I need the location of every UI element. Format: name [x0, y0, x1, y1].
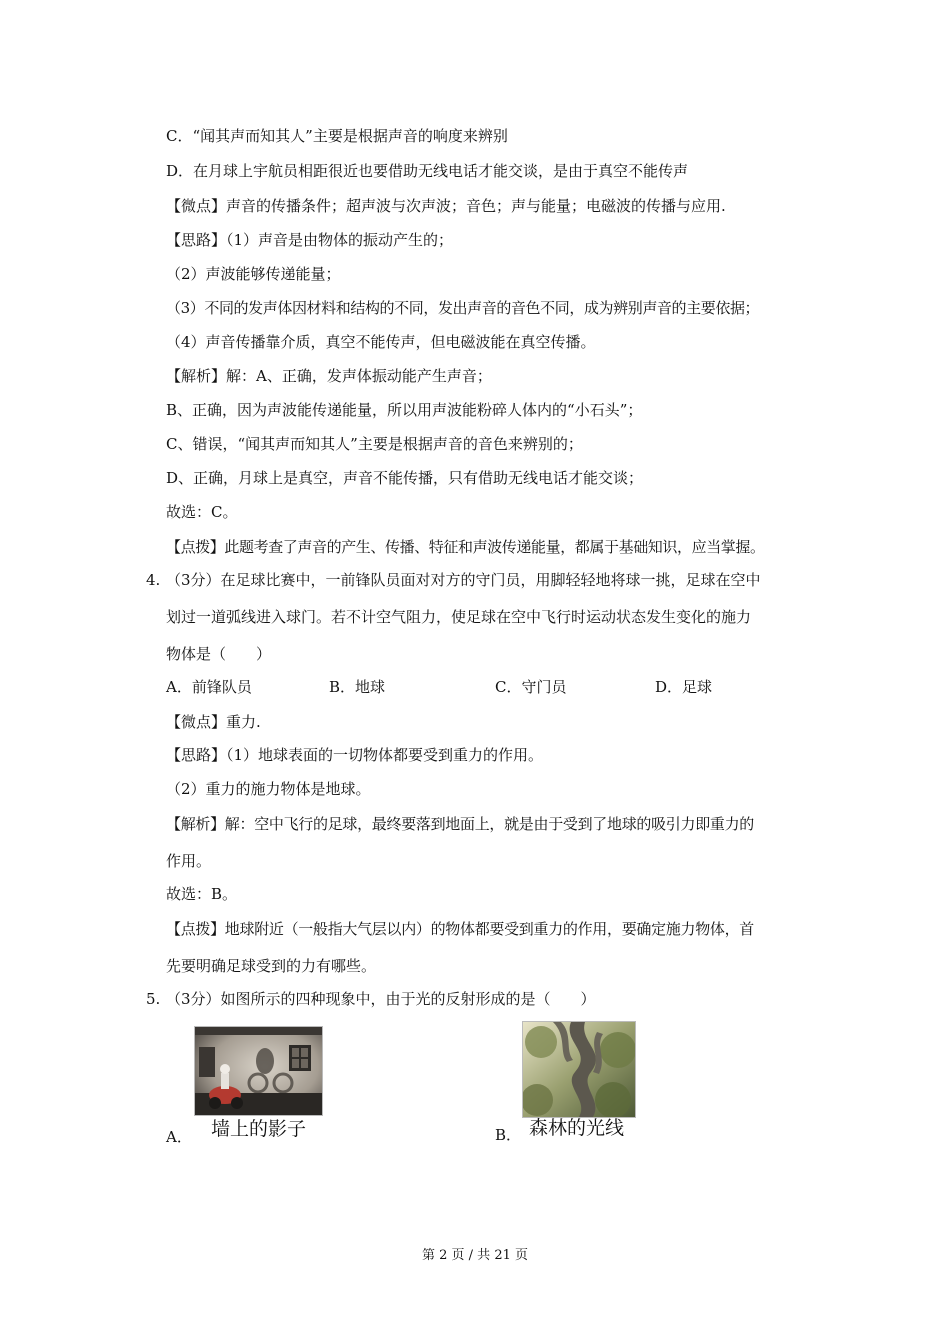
q4-option-a: A．前锋队员	[166, 678, 252, 696]
q5-number: 5.	[146, 990, 161, 1008]
q4-silu-2: （2）重力的施力物体是地球。	[166, 780, 371, 798]
q5-stem: （3分）如图所示的四种现象中，由于光的反射形成的是（ ）	[166, 990, 596, 1008]
q3-jiexi-2: B、正确，因为声波能传递能量，所以用声波能粉碎人体内的“小石头”；	[166, 401, 643, 419]
page-footer: 第 2 页 / 共 21 页	[422, 1248, 528, 1263]
forest-light-image	[522, 1021, 636, 1118]
q4-option-b: B．地球	[329, 678, 386, 696]
q5-option-a-caption: 墙上的影子	[211, 1118, 307, 1140]
q3-silu-2: （2）声波能够传递能量；	[166, 265, 341, 283]
q4-dianbo-1: 【点拨】地球附近（一般指大气层以内）的物体都要受到重力的作用，要确定施力物体，首	[166, 920, 755, 938]
q4-answer: 故选：B。	[166, 885, 238, 903]
wall-shadow-image	[194, 1026, 323, 1116]
q4-weidian: 【微点】重力.	[166, 713, 261, 731]
q3-silu-1: 【思路】（1）声音是由物体的振动产生的；	[166, 231, 454, 249]
q3-jiexi-3: C、错误，“闻其声而知其人”主要是根据声音的音色来辨别的；	[166, 435, 583, 453]
q3-silu-3: （3）不同的发声体因材料和结构的不同，发出声音的音色不同，成为辨别声音的主要依据；	[166, 299, 760, 317]
q3-silu-4: （4）声音传播靠介质，真空不能传声，但电磁波能在真空传播。	[166, 333, 596, 351]
q5-option-b-label: B．	[495, 1126, 522, 1144]
q4-number: 4.	[146, 571, 161, 589]
q3-jiexi-4: D、正确，月球上是真空，声音不能传播，只有借助无线电话才能交谈；	[166, 469, 644, 487]
q3-option-c: C．“闻其声而知其人”主要是根据声音的响度来辨别	[166, 127, 508, 145]
q3-answer: 故选：C。	[166, 503, 238, 521]
q4-stem-3: 物体是（ ）	[166, 645, 272, 663]
q3-weidian: 【微点】声音的传播条件；超声波与次声波；音色；声与能量；电磁波的传播与应用.	[166, 197, 726, 215]
q4-option-d: D．足球	[655, 678, 713, 696]
q4-jiexi-2: 作用。	[166, 852, 212, 870]
q4-stem-2: 划过一道弧线进入球门。若不计空气阻力，使足球在空中飞行时运动状态发生变化的施力	[166, 608, 752, 626]
q4-option-c: C．守门员	[495, 678, 567, 696]
q5-option-a-label: A．	[166, 1128, 192, 1146]
q3-dianbo: 【点拨】此题考查了声音的产生、传播、特征和声波传递能量，都属于基础知识，应当掌握。	[166, 538, 765, 556]
q3-option-d: D．在月球上宇航员相距很近也要借助无线电话才能交谈，是由于真空不能传声	[166, 162, 689, 180]
q4-dianbo-2: 先要明确足球受到的力有哪些。	[166, 957, 377, 975]
q5-option-b-caption: 森林的光线	[529, 1117, 625, 1139]
q4-silu-1: 【思路】（1）地球表面的一切物体都要受到重力的作用。	[166, 746, 544, 764]
q4-jiexi-1: 【解析】解：空中飞行的足球，最终要落到地面上，就是由于受到了地球的吸引力即重力的	[166, 815, 755, 833]
q4-stem-1: （3分）在足球比赛中，一前锋队员面对对方的守门员，用脚轻轻地将球一挑，足球在空中	[166, 571, 761, 589]
q3-jiexi-1: 【解析】解：A、正确，发声体振动能产生声音；	[166, 367, 492, 385]
